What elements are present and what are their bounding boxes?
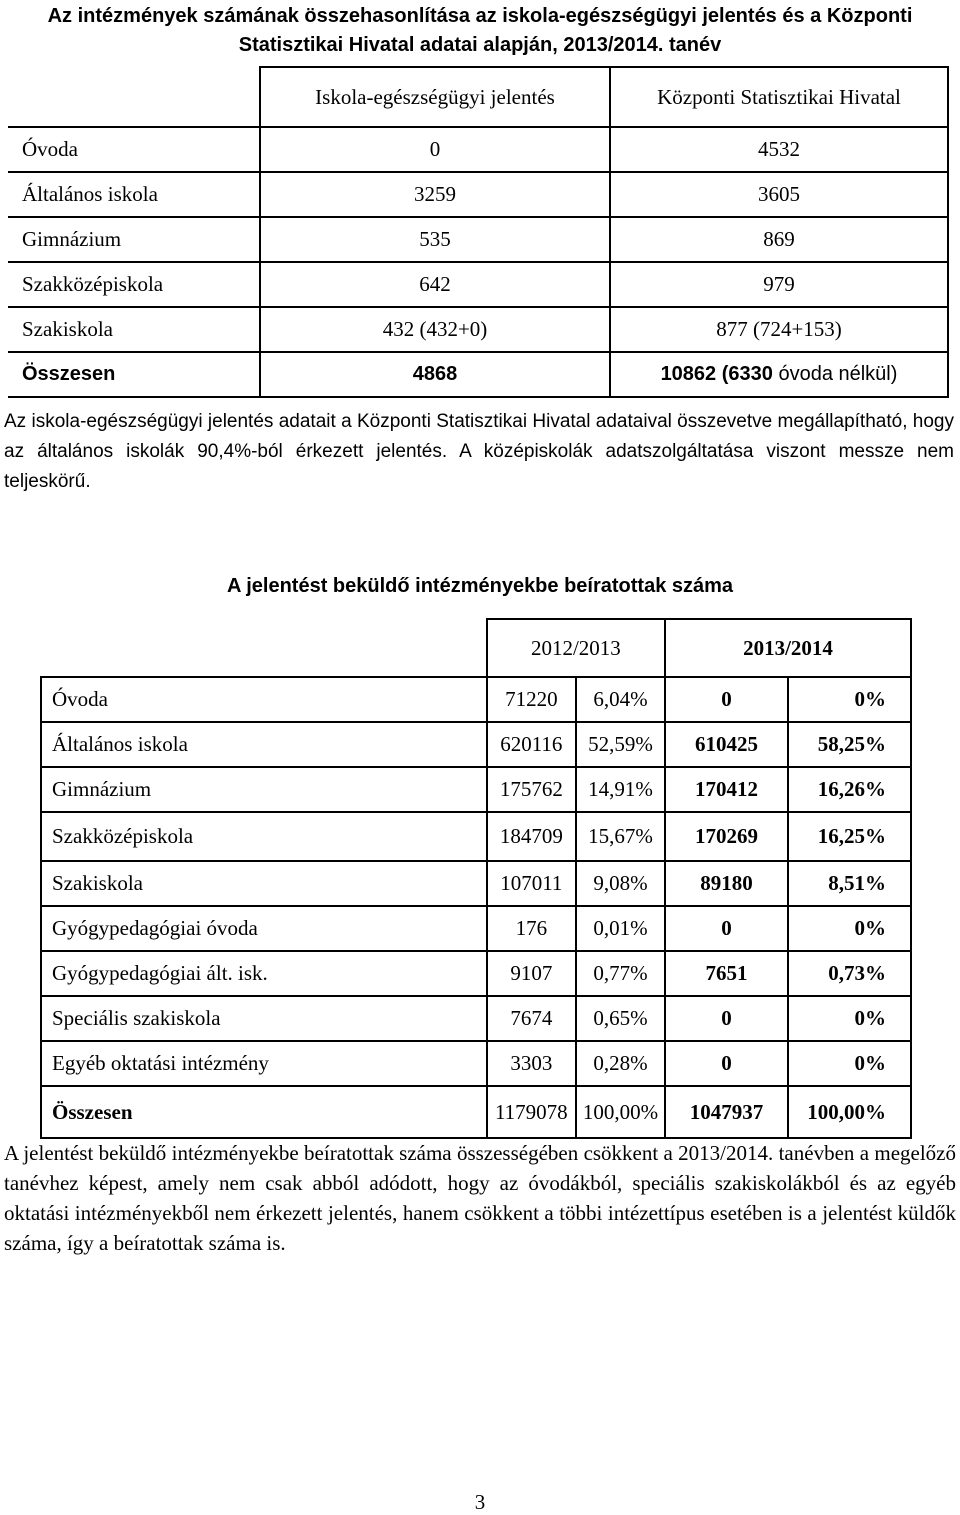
row-percent-2013: 0%: [788, 906, 911, 951]
row-label: Gimnázium: [8, 217, 260, 262]
total-value-2012: 1179078: [487, 1086, 576, 1138]
row-percent-2012: 0,01%: [576, 906, 665, 951]
row-percent-2013: 8,51%: [788, 861, 911, 906]
row-value-2012: 620116: [487, 722, 576, 767]
row-percent-2013: 0%: [788, 1041, 911, 1086]
row-percent-2013: 16,25%: [788, 812, 911, 861]
row-percent-2013: 0,73%: [788, 951, 911, 996]
row-percent-2013: 0%: [788, 677, 911, 722]
table-row: [41, 767, 911, 812]
table-row: [41, 1041, 911, 1086]
row-percent-2012: 0,28%: [576, 1041, 665, 1086]
table-row: [41, 861, 911, 906]
header-ksh: Központi Statisztikai Hivatal: [610, 67, 948, 127]
row-value-2012: 71220: [487, 677, 576, 722]
row-value-2013: 0: [665, 906, 788, 951]
row-percent-2012: 9,08%: [576, 861, 665, 906]
row-report-value: 3259: [260, 172, 610, 217]
total-ksh-value: [610, 352, 948, 397]
row-label: Szakiskola: [8, 307, 260, 352]
total-label: Összesen: [41, 1086, 487, 1138]
row-value-2013: 0: [665, 996, 788, 1041]
row-label: Gyógypedagógiai óvoda: [41, 906, 487, 951]
row-ksh-value: 979: [610, 262, 948, 307]
row-label: Általános iskola: [41, 722, 487, 767]
row-percent-2012: 15,67%: [576, 812, 665, 861]
table-total-row: [41, 1086, 911, 1138]
section-title-institutions: Az intézmények számának összehasonlítása az iskola-egészségügyi jelentés és a Központi Statisztikai Hivatal adatai alapján, 2013/2014. tanév: [47, 5, 913, 56]
table-row: [41, 722, 911, 767]
row-percent-2013: 58,25%: [788, 722, 911, 767]
header-year-2012-2013: 2012/2013: [487, 619, 665, 677]
row-label: Gimnázium: [41, 767, 487, 812]
total-report-value: 4868: [260, 352, 610, 397]
total-percent-2013: 100,00%: [788, 1086, 911, 1138]
row-label: Óvoda: [8, 127, 260, 172]
header-empty-cell: [41, 619, 487, 677]
row-label: Speciális szakiskola: [41, 996, 487, 1041]
row-value-2012: 175762: [487, 767, 576, 812]
header-empty-cell: [8, 67, 260, 127]
table-header-row: [8, 67, 948, 127]
table-row: [41, 677, 911, 722]
row-label: Gyógypedagógiai ált. isk.: [41, 951, 487, 996]
page-number: 3: [474, 1490, 486, 1514]
total-ksh-bold: 10862 (6330: [660, 363, 773, 385]
row-value-2012: 7674: [487, 996, 576, 1041]
table-row: [8, 172, 948, 217]
institutions-comparison-table: [8, 66, 949, 398]
row-ksh-value: 869: [610, 217, 948, 262]
comparison-paragraph: Az iskola-egészségügyi jelentés adatait a Központi Statisztikai Hivatal adataival összevetve megállapítható, hogy az általános iskolák 90,4%-ból érkezett jelentés. A középiskolák adatszolgáltatása viszont messze nem teljeskörű.: [4, 411, 954, 492]
row-percent-2012: 52,59%: [576, 722, 665, 767]
row-report-value: 432 (432+0): [260, 307, 610, 352]
row-label: Általános iskola: [8, 172, 260, 217]
row-value-2013: 0: [665, 1041, 788, 1086]
table-row: [41, 812, 911, 861]
header-year-2013-2014: 2013/2014: [665, 619, 911, 677]
table-row: [41, 996, 911, 1041]
row-value-2013: 610425: [665, 722, 788, 767]
row-percent-2012: 6,04%: [576, 677, 665, 722]
row-value-2012: 107011: [487, 861, 576, 906]
row-label: Szakközépiskola: [41, 812, 487, 861]
row-value-2013: 0: [665, 677, 788, 722]
total-label: Összesen: [8, 352, 260, 397]
total-ksh-note: óvoda nélkül): [772, 363, 898, 385]
table-row: [8, 262, 948, 307]
row-label: Óvoda: [41, 677, 487, 722]
enrollment-table: [40, 618, 912, 1139]
row-percent-2013: 0%: [788, 996, 911, 1041]
table-total-row: [8, 352, 948, 397]
row-value-2012: 184709: [487, 812, 576, 861]
row-label: Szakiskola: [41, 861, 487, 906]
table-row: [8, 217, 948, 262]
row-value-2012: 3303: [487, 1041, 576, 1086]
row-ksh-value: 3605: [610, 172, 948, 217]
row-value-2012: 176: [487, 906, 576, 951]
row-percent-2013: 16,26%: [788, 767, 911, 812]
row-value-2013: 170412: [665, 767, 788, 812]
row-value-2013: 170269: [665, 812, 788, 861]
total-percent-2012: 100,00%: [576, 1086, 665, 1138]
row-report-value: 0: [260, 127, 610, 172]
row-label: Egyéb oktatási intézmény: [41, 1041, 487, 1086]
row-percent-2012: 0,65%: [576, 996, 665, 1041]
section-title-enrollment: A jelentést beküldő intézményekbe beíratottak száma: [226, 575, 734, 597]
table-row: [41, 951, 911, 996]
row-label: Szakközépiskola: [8, 262, 260, 307]
row-percent-2012: 14,91%: [576, 767, 665, 812]
row-percent-2012: 0,77%: [576, 951, 665, 996]
table-row: [8, 307, 948, 352]
row-value-2012: 9107: [487, 951, 576, 996]
table-row: [8, 127, 948, 172]
table-row: [41, 906, 911, 951]
row-value-2013: 7651: [665, 951, 788, 996]
table-header-row: [41, 619, 911, 677]
row-ksh-value: 877 (724+153): [610, 307, 948, 352]
header-school-health-report: Iskola-egészségügyi jelentés: [260, 67, 610, 127]
total-value-2013: 1047937: [665, 1086, 788, 1138]
row-value-2013: 89180: [665, 861, 788, 906]
row-report-value: 642: [260, 262, 610, 307]
row-report-value: 535: [260, 217, 610, 262]
enrollment-paragraph: A jelentést beküldő intézményekbe beíratottak száma összességében csökkent a 2013/2014. tanévben a megelőző tanévhez képest, amely nem csak abból adódott, hogy az óvodákból, speciális szakiskolákból és az egyéb oktatási intézményekből nem érkezett jelentés, hanem csökkent a többi intézettípus esetében is a jelentést küldők száma, így a beíratottak száma is.: [4, 1141, 956, 1255]
row-ksh-value: 4532: [610, 127, 948, 172]
